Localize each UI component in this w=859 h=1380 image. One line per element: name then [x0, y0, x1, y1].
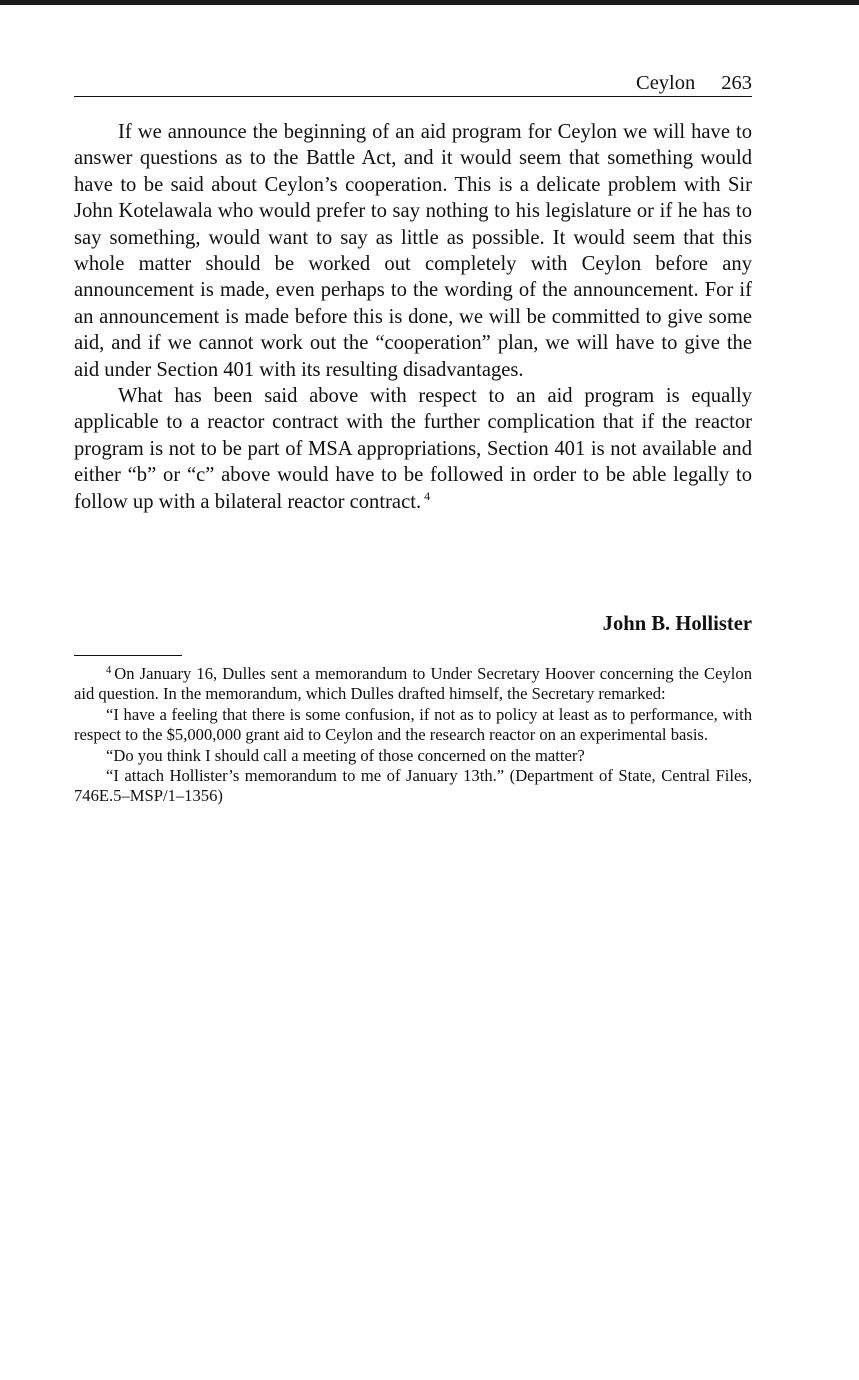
running-title: Ceylon [636, 72, 696, 94]
footnote-rule [74, 655, 182, 656]
footnote-paragraph: “I attach Hollister’s memorandum to me of January 13th.” (Department of State, Central Files, 746E.5–MSP/1–1356) [74, 766, 752, 806]
body-paragraph: If we announce the beginning of an aid program for Ceylon we will have to answer questions as to the Battle Act, and it would seem that something would have to be said about Ceylon’s cooperation. This is a delicate problem with Sir John Kotelawala who would prefer to say nothing to his legislature or if he has to say something, would want to say as little as possible. It would seem that this whole matter should be worked out completely with Ceylon before any announcement is made, even perhaps to the wording of the announcement. For if an announcement is made before this is done, we will be committed to give some aid, and if we cannot work out the “cooperation” plan, we will have to give the aid under Section 401 with its resulting disadvantages. [74, 121, 752, 381]
footnote-paragraph: “I have a feeling that there is some confusion, if not as to policy at least as to performance, with respect to the $5,000,000 grant aid to Ceylon and the research reactor on an experimental basis. [74, 704, 752, 745]
running-head [74, 70, 752, 97]
page-number: 263 [721, 72, 752, 94]
signature: John B. Hollister [602, 613, 752, 635]
body-paragraph [74, 383, 752, 515]
footnote-reference: 4 [424, 488, 431, 503]
footnote-paragraph: “Do you think I should call a meeting of those concerned on the matter? [106, 745, 585, 765]
footnote-text: On January 16, Dulles sent a memorandum to Under Secretary Hoover concerning the Ceylon aid question. In the memorandum, which Dulles drafted himself, the Secretary remarked: [74, 664, 752, 704]
body-paragraph-text: What has been said above with respect to an aid program is equally applicable to a reactor contract with the further complication that if the reactor program is not to be part of MSA appropriations, Section 401 is not available and either “b” or “c” above would have to be followed in order to be able legally to follow up with a bilateral reactor contract. [74, 385, 752, 513]
footnotes [74, 664, 752, 807]
body-text [74, 119, 752, 515]
top-edge-rule [0, 0, 859, 5]
footnote-paragraph [74, 664, 752, 705]
footnote-marker: 4 [106, 665, 112, 676]
